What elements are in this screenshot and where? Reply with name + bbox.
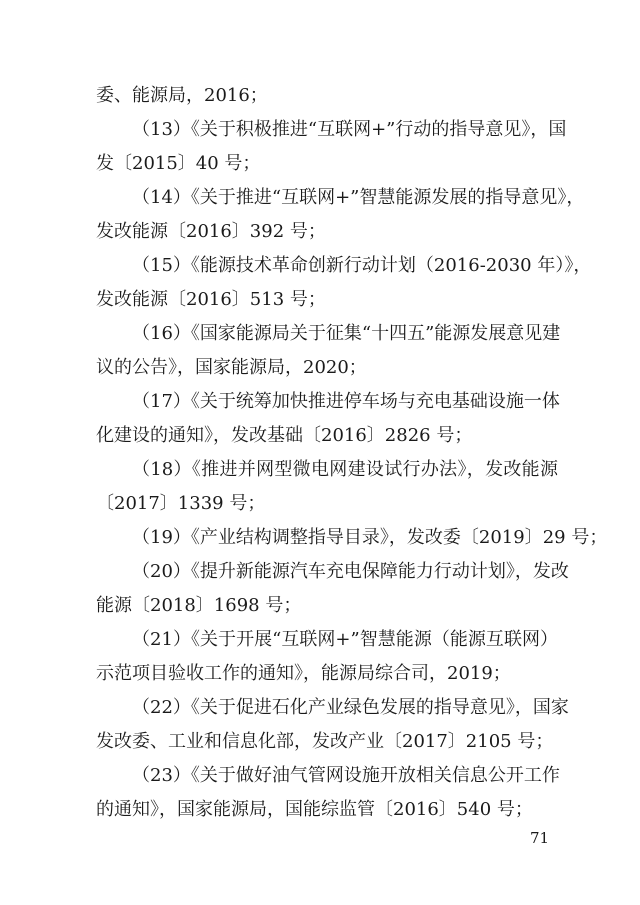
text-line: 委、能源局，2016； — [96, 85, 268, 106]
text-line: （15）《能源技术革命创新行动计划（2016-2030 年）》， — [132, 255, 592, 276]
text-line: 能源〔2018〕1698 号； — [96, 595, 302, 616]
text-line: （23）《关于做好油气管网设施开放相关信息公开工作 — [132, 765, 560, 786]
text-line: 的通知》，国家能源局，国能综监管〔2016〕540 号； — [96, 799, 533, 820]
text-line: 发改能源〔2016〕513 号； — [96, 289, 326, 310]
text-line: （21）《关于开展“互联网+”智慧能源（能源互联网） — [132, 629, 558, 650]
text-line: 示范项目验收工作的通知》，能源局综合司，2019； — [96, 663, 511, 684]
text-line: （19）《产业结构调整指导目录》，发改委〔2019〕29 号； — [132, 527, 608, 548]
text-line: （18）《推进并网型微电网建设试行办法》，发改能源 — [132, 459, 558, 480]
text-line: （13）《关于积极推进“互联网+”行动的指导意见》，国 — [132, 119, 567, 140]
text-line: （20）《提升新能源汽车充电保障能力行动计划》，发改 — [132, 561, 569, 582]
text-line: （16）《国家能源局关于征集“十四五”能源发展意见建 — [132, 323, 561, 344]
text-line: 发〔2015〕40 号； — [96, 153, 261, 174]
text-line: （17）《关于统筹加快推进停车场与充电基础设施一体 — [132, 391, 560, 412]
text-line: 发改委、工业和信息化部，发改产业〔2017〕2105 号； — [96, 731, 554, 752]
text-line: 议的公告》，国家能源局，2020； — [96, 357, 367, 378]
page-number: 71 — [530, 829, 550, 847]
text-line: 〔2017〕1339 号； — [96, 493, 266, 514]
text-line: （22）《关于促进石化产业绿色发展的指导意见》，国家 — [132, 697, 569, 718]
text-line: （14）《关于推进“互联网+”智慧能源发展的指导意见》， — [132, 187, 585, 208]
text-line: 发改能源〔2016〕392 号； — [96, 221, 326, 242]
text-line: 化建设的通知》，发改基础〔2016〕2826 号； — [96, 425, 473, 446]
